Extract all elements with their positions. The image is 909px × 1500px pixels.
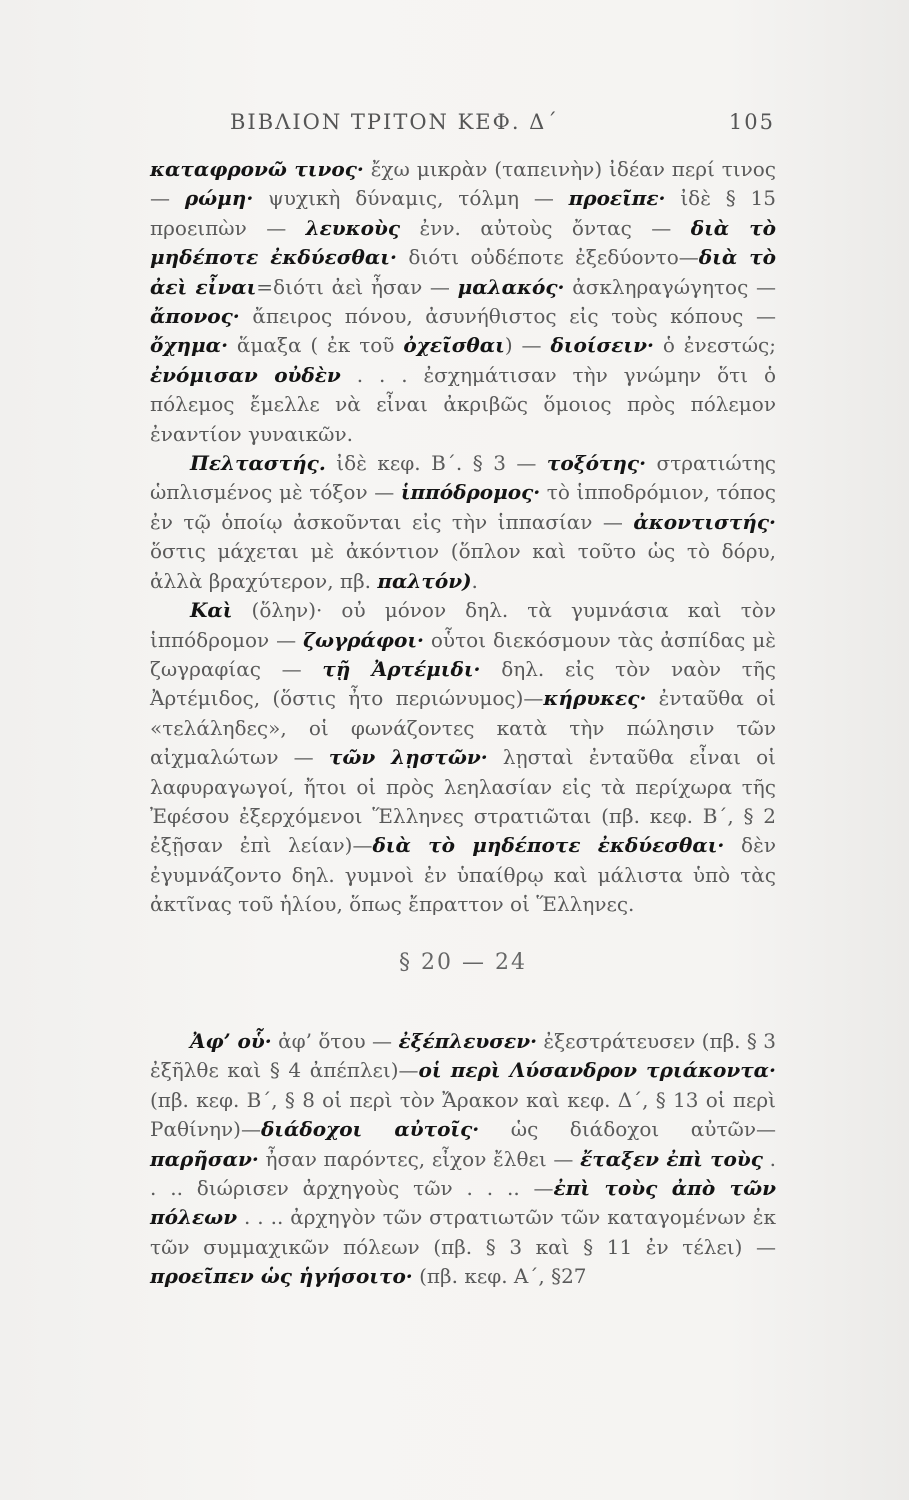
gloss-text: . . .. διώρισεν ἀρχηγοὺς τῶν . . .. — bbox=[150, 1146, 777, 1200]
paragraph-4 bbox=[150, 1027, 776, 1292]
lemma-term: προεῖπεν ὡς ἡγήσοιτο· bbox=[150, 1264, 413, 1289]
lemma-term: ἄπονος· bbox=[150, 304, 240, 329]
lemma-term: παρῆσαν· bbox=[150, 1146, 259, 1171]
lemma-term: ζωγράφοι· bbox=[303, 627, 424, 652]
lemma-term: διάδοχοι αὐτοῖς· bbox=[260, 1117, 480, 1142]
gloss-text: στρατιώτης ὡπλισμένος μὲ τόξον — bbox=[150, 451, 776, 505]
gloss-text: ) — bbox=[504, 333, 551, 358]
gloss-text: ἰδὲ § 15 προειπὼν — bbox=[150, 186, 776, 240]
gloss-text: ἐνταῦθα οἱ «τελάληδες», οἱ φωνάζοντες κατὰ τὴν πώλησιν τῶν αἰχμαλώτων — bbox=[150, 686, 777, 770]
lemma-term: διὰ τὸ ἀεὶ εἶναι bbox=[150, 245, 777, 299]
gloss-text: ὅστις μάχεται μὲ ἀκόντιον (ὅπλον καὶ τοῦτο ὡς τὸ δόρυ, ἀλλὰ βραχύτερον, πβ. bbox=[150, 539, 776, 593]
lemma-term: προεῖπε· bbox=[568, 186, 666, 211]
lemma-term: ὀχεῖσθαι bbox=[403, 333, 505, 358]
lemma-term: ἀκοντιστής· bbox=[633, 509, 776, 534]
lemma-term: Ἀφ’ οὗ· bbox=[190, 1028, 272, 1053]
gloss-text: ἅμαξα ( ἐκ τοῦ bbox=[228, 333, 404, 358]
gloss-text: ψυχικὴ δύναμις, τόλμη — bbox=[253, 186, 569, 211]
lemma-term: διὰ τὸ μηδέποτε ἐκδύεσθαι· bbox=[372, 833, 725, 858]
gloss-text: ἀφ’ ὅτου — bbox=[271, 1028, 399, 1053]
gloss-text: διότι οὐδέποτε ἐξεδύοντο— bbox=[396, 245, 699, 270]
paragraph-3 bbox=[150, 596, 776, 919]
lemma-term: καταφρονῶ τινος· bbox=[150, 157, 364, 181]
gloss-text: δηλ. εἰς τὸν ναὸν τῆς Ἀρτέμιδος, (ὅστις ἦτο περιώνυμος)— bbox=[150, 656, 776, 711]
gloss-text: οὗτοι διεκόσμουν τὰς ἀσπίδας μὲ ζωγραφίας — bbox=[150, 627, 776, 681]
gloss-text: (ὅλην)· οὐ μόνον δηλ. τὰ γυμνάσια καὶ τὸν ἱππόδρομον — bbox=[150, 598, 776, 652]
lemma-term: ἐνόμισαν οὐδὲν bbox=[150, 362, 341, 387]
page-number: 105 bbox=[728, 110, 775, 134]
gloss-text: (πβ. κεφ. Α΄, §27 bbox=[412, 1264, 587, 1289]
gloss-text: =διότι ἀεὶ ἦσαν — bbox=[256, 274, 458, 299]
paragraph-1 bbox=[150, 155, 776, 449]
lemma-term: οἱ περὶ Λύσανδρον τριάκοντα· bbox=[418, 1058, 777, 1083]
lemma-term: Καὶ bbox=[190, 598, 233, 623]
gloss-text: ἄπειρος πόνου, ἀσυνήθιστος εἰς τοὺς κόπους — bbox=[239, 304, 776, 329]
gloss-text: ὁ ἐνεστώς; bbox=[653, 333, 776, 358]
lemma-term: ἔταξεν ἐπὶ τοὺς bbox=[580, 1146, 763, 1171]
gloss-text: τὸ ἱπποδρόμιον, τόπος ἐν τῷ ὁποίῳ ἀσκοῦνται εἰς τὴν ἱππασίαν — bbox=[150, 480, 776, 534]
lemma-term: παλτόν) bbox=[377, 568, 472, 593]
lemma-term: Πελταστής. bbox=[190, 451, 326, 476]
lemma-term: κήρυκες· bbox=[543, 686, 647, 711]
lemma-term: τῇ Ἀρτέμιδι· bbox=[322, 656, 481, 681]
commentary-text bbox=[150, 155, 776, 1292]
lemma-term: διοίσειν· bbox=[550, 333, 654, 358]
gloss-text: ἐξεστράτευσεν (πβ. § 3 ἐξῆλθε καὶ § 4 ἀπέπλει)— bbox=[150, 1028, 776, 1083]
gloss-text: . bbox=[471, 568, 478, 593]
lemma-term: ἐξέπλευσεν· bbox=[398, 1028, 538, 1053]
lemma-term: τῶν λῃστῶν· bbox=[328, 745, 488, 770]
lemma-term: τοξότης· bbox=[546, 451, 647, 476]
gloss-text: ἐνν. αὐτοὺς ὄντας — bbox=[400, 215, 691, 240]
gloss-text: . . .. ἀρχηγὸν τῶν στρατιωτῶν τῶν καταγομένων ἐκ τῶν συμμαχικῶν πόλεων (πβ. § 3 καὶ § 11 ἐν τέλει) — bbox=[150, 1205, 776, 1259]
lemma-term: ἱππόδρομος· bbox=[400, 480, 541, 505]
gloss-text: ἀσκληραγώγητος — bbox=[564, 274, 776, 299]
lemma-term: μαλακός· bbox=[457, 274, 565, 299]
chapter-title: ΒΙΒΛΙΟΝ ΤΡΙΤΟΝ ΚΕΦ. Δ΄ bbox=[230, 110, 559, 134]
gloss-text: ἔχω μικρὰν (ταπεινὴν) ἰδέαν περί τινος — bbox=[150, 157, 776, 211]
gloss-text: . . . ἐσχημάτισαν τὴν γνώμην ὅτι ὁ πόλεμος ἔμελλε νὰ εἶναι ἀκριβῶς ὅμοιος πρὸς πόλεμον ἐναντίον γυναικῶν. bbox=[150, 362, 776, 446]
lemma-term: ρώμη· bbox=[184, 186, 254, 211]
gloss-text: λῃσταὶ ἐνταῦθα εἶναι οἱ λαφυραγωγοί, ἤτοι οἱ πρὸς λεηλασίαν εἰς τὰ περίχωρα τῆς Ἐφέσου ἐξερχόμενοι Ἕλληνες στρατιῶται (πβ. κεφ. Β΄, § 2 ἐξῇσαν ἐπὶ λείαν)— bbox=[150, 745, 777, 858]
lemma-term: ἐπὶ τοὺς ἀπὸ τῶν πόλεων bbox=[150, 1176, 776, 1230]
lemma-term: ὄχημα· bbox=[150, 333, 229, 358]
gloss-text: δὲν ἐγυμνάζοντο δηλ. γυμνοὶ ἐν ὑπαίθρῳ καὶ μάλιστα ὑπὸ τὰς ἀκτῖνας τοῦ ἡλίου, ὅπως ἔπραττον οἱ Ἕλληνες. bbox=[150, 833, 776, 917]
gloss-text: ἰδὲ κεφ. Β΄. § 3 — bbox=[325, 451, 547, 476]
section-heading: § 20 — 24 bbox=[399, 949, 527, 975]
gloss-text: ἦσαν παρόντες, εἶχον ἔλθει — bbox=[258, 1146, 581, 1171]
paragraph-2 bbox=[150, 449, 776, 596]
gloss-text: (πβ. κεφ. Β΄, § 8 οἱ περὶ τὸν Ἄρακον καὶ κεφ. Δ΄, § 13 οἱ περὶ Ραθίνην)— bbox=[150, 1087, 776, 1142]
lemma-term: διὰ τὸ μηδέποτε ἐκδύεσθαι· bbox=[150, 215, 776, 270]
lemma-term: λευκοὺς bbox=[305, 215, 401, 240]
gloss-text: ὡς διάδοχοι αὐτῶν— bbox=[479, 1117, 776, 1142]
